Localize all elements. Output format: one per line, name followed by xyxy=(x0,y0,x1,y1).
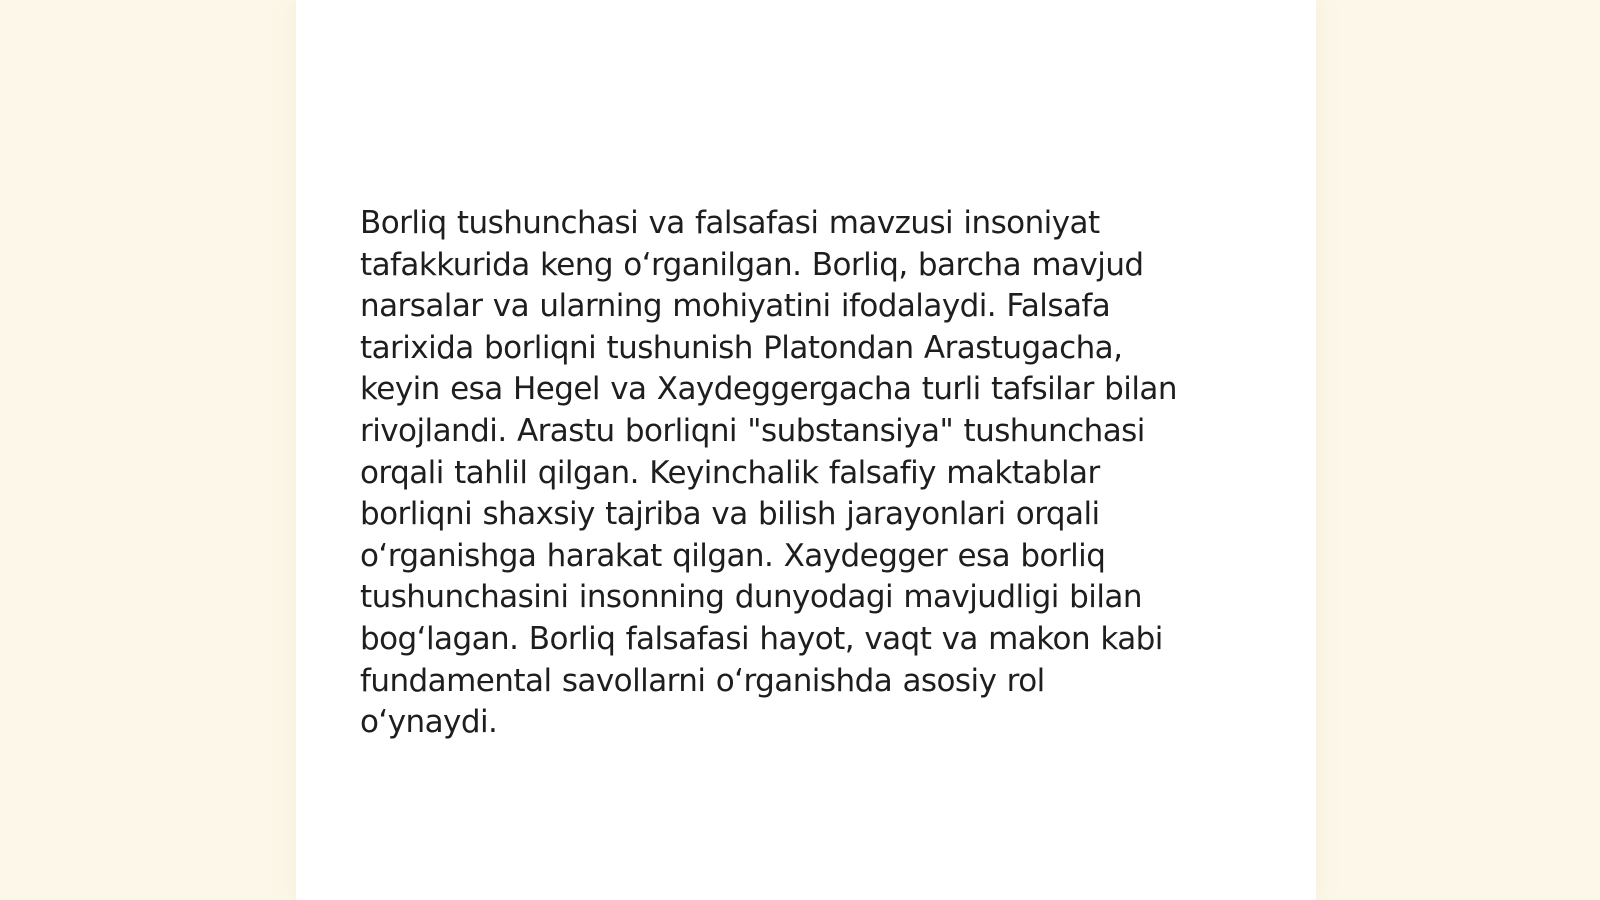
paragraph-line: tushunchasini insonning dunyodagi mavjudligi bilan xyxy=(360,579,1142,616)
document-page xyxy=(296,0,1316,900)
paragraph-line: tafakkurida keng o‘rganilgan. Borliq, barcha mavjud xyxy=(360,246,1144,283)
paragraph-line: o‘rganishga harakat qilgan. Xaydegger esa borliq xyxy=(360,537,1106,574)
paragraph-line: tarixida borliqni tushunish Platondan Arastugacha, xyxy=(360,329,1123,366)
paragraph-line: o‘ynaydi. xyxy=(360,704,498,741)
paragraph-line: borliqni shaxsiy tajriba va bilish jarayonlari orqali xyxy=(360,496,1100,533)
paragraph-line: Borliq tushunchasi va falsafasi mavzusi insoniyat xyxy=(360,205,1100,241)
paragraph-line: keyin esa Hegel va Xaydeggergacha turli tafsilar bilan xyxy=(360,371,1177,408)
paragraph-line: fundamental savollarni o‘rganishda asosiy rol xyxy=(360,662,1045,699)
paragraph-line: bog‘lagan. Borliq falsafasi hayot, vaqt va makon kabi xyxy=(360,620,1163,657)
paragraph-line: rivojlandi. Arastu borliqni "substansiya" tushunchasi xyxy=(360,412,1145,449)
paragraph-line: orqali tahlil qilgan. Keyinchalik falsafiy maktablar xyxy=(360,454,1100,491)
body-paragraph xyxy=(360,203,1240,744)
paragraph-line: narsalar va ularning mohiyatini ifodalaydi. Falsafa xyxy=(360,288,1111,325)
